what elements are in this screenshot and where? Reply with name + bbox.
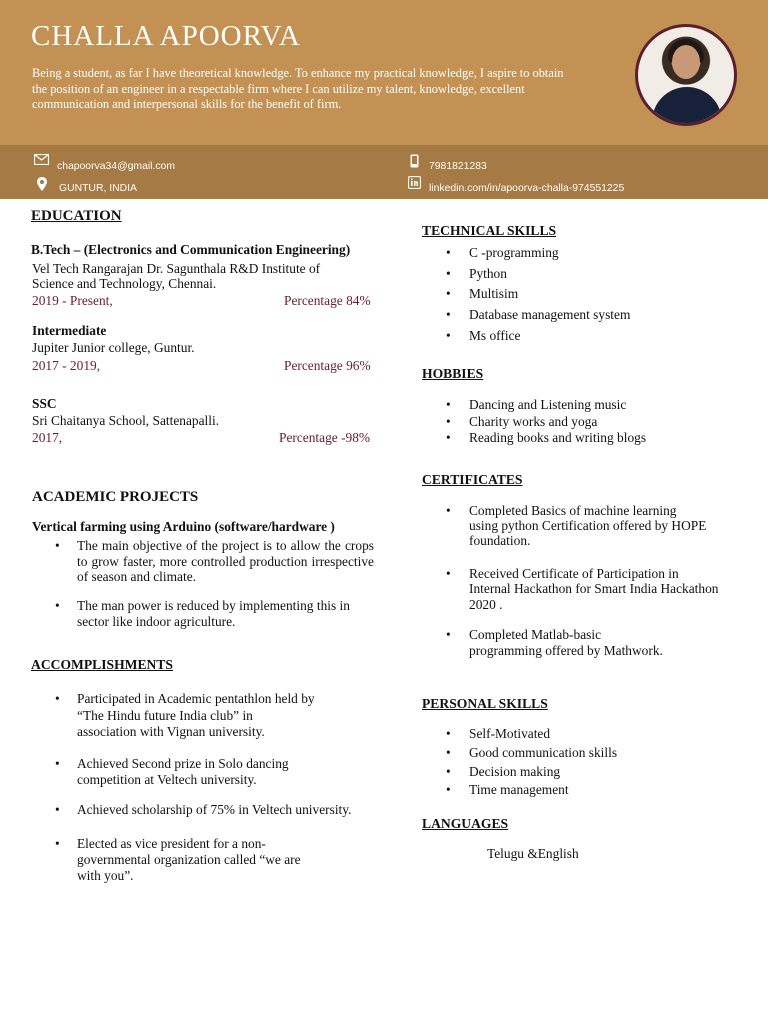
bullet: • — [446, 245, 451, 260]
ssc-years: 2017, — [32, 430, 63, 445]
email-text[interactable]: chapoorva34@gmail.com — [57, 161, 175, 172]
certificate-3-line1: Completed Matlab-basic — [469, 627, 602, 642]
certificate-1-line3: foundation. — [469, 533, 531, 548]
accomplishment-item-4-line3: with you”. — [77, 868, 134, 883]
ssc-title: SSC — [32, 396, 57, 411]
bullet: • — [446, 782, 451, 797]
bullet: • — [446, 266, 451, 281]
bullet: • — [446, 307, 451, 322]
linkedin-icon — [408, 176, 421, 189]
btech-school-line1: Vel Tech Rangarajan Dr. Sagunthala R&D Institute of — [32, 261, 321, 276]
email-icon — [34, 154, 49, 165]
certificate-2-line2: Internal Hackathon for Smart India Hackathon — [469, 581, 719, 596]
certificate-1-line1: Completed Basics of machine learning — [469, 503, 677, 518]
skill-item: C -programming — [469, 245, 559, 260]
accomplishment-item-1-line1: Participated in Academic pentathlon held by — [77, 691, 315, 706]
accomplishments-heading: ACCOMPLISHMENTS — [31, 657, 173, 672]
bullet: • — [55, 598, 60, 613]
skill-item: Multisim — [469, 286, 519, 301]
bullet: • — [446, 430, 451, 445]
phone-icon — [410, 154, 419, 168]
intermediate-school: Jupiter Junior college, Guntur. — [32, 340, 195, 355]
accomplishment-item-2-line1: Achieved Second prize in Solo dancing — [77, 756, 289, 771]
personal-skill-item: Self-Motivated — [469, 726, 551, 741]
intermediate-title: Intermediate — [32, 323, 107, 338]
accomplishment-item-1-line3: association with Vignan university. — [77, 724, 265, 739]
project-item: The man power is reduced by implementing this in sector like indoor agriculture. — [77, 598, 350, 629]
accomplishment-item-2-line2: competition at Veltech university. — [77, 772, 257, 787]
certificate-1-line2: using python Certification offered by HOPE — [469, 518, 707, 533]
bullet: • — [55, 691, 60, 706]
bullet: • — [446, 503, 451, 518]
intermediate-percentage: Percentage 96% — [284, 358, 371, 373]
skill-item: Python — [469, 266, 507, 281]
ssc-percentage: Percentage -98% — [279, 430, 371, 445]
skill-item: Database management system — [469, 307, 631, 322]
candidate-name: CHALLA APOORVA — [31, 20, 301, 52]
bullet: • — [446, 397, 451, 412]
personal-skill-item: Good communication skills — [469, 745, 618, 760]
profile-photo — [635, 24, 737, 126]
bullet: • — [55, 756, 60, 771]
certificate-2-line1: Received Certificate of Participation in — [469, 566, 679, 581]
ssc-school: Sri Chaitanya School, Sattenapalli. — [32, 413, 220, 428]
technical-skills-heading: TECHNICAL SKILLS — [422, 223, 557, 238]
bullet: • — [446, 764, 451, 779]
certificates-heading: CERTIFICATES — [422, 472, 523, 487]
hobby-item: Reading books and writing blogs — [469, 430, 647, 445]
location-pin-icon — [37, 177, 47, 191]
hobby-item: Dancing and Listening music — [469, 397, 627, 412]
education-heading: EDUCATION — [31, 208, 122, 224]
certificate-3-line2: programming offered by Mathwork. — [469, 643, 663, 658]
btech-title: B.Tech – (Electronics and Communication Engineering) — [31, 242, 351, 257]
bullet: • — [446, 745, 451, 760]
bullet: • — [446, 328, 451, 343]
personal-skill-item: Decision making — [469, 764, 561, 779]
personal-skill-item: Time management — [469, 782, 569, 797]
hobbies-heading: HOBBIES — [422, 366, 484, 381]
bullet: • — [446, 414, 451, 429]
certificate-2-line3: 2020 . — [469, 597, 503, 612]
location-text: GUNTUR, INDIA — [59, 183, 137, 194]
hobby-item: Charity works and yoga — [469, 414, 598, 429]
accomplishment-item-4-line2: governmental organization called “we are — [77, 852, 301, 867]
btech-years: 2019 - Present, — [32, 293, 113, 308]
skill-item: Ms office — [469, 328, 521, 343]
contact-bar — [0, 145, 768, 199]
bullet: • — [55, 538, 60, 553]
header-banner — [0, 0, 768, 145]
linkedin-text[interactable]: linkedin.com/in/apoorva-challa-974551225 — [429, 183, 625, 194]
personal-skills-heading: PERSONAL SKILLS — [422, 696, 548, 711]
project-item: The main objective of the project is to allow the crops to grow faster, more controlled production irrespective of season and climate. — [77, 538, 374, 584]
projects-heading: ACADEMIC PROJECTS — [32, 489, 199, 505]
languages-heading: LANGUAGES — [422, 816, 509, 831]
bullet: • — [446, 566, 451, 581]
phone-text[interactable]: 7981821283 — [429, 161, 487, 172]
accomplishment-item-3: Achieved scholarship of 75% in Veltech university. — [77, 802, 352, 817]
btech-school-line2: Science and Technology, Chennai. — [32, 276, 217, 291]
bullet: • — [446, 286, 451, 301]
accomplishment-item-1-line2: “The Hindu future India club” in — [77, 708, 253, 723]
btech-percentage: Percentage 84% — [284, 293, 371, 308]
languages-value: Telugu &English — [487, 846, 579, 861]
project-title: Vertical farming using Arduino (software/hardware ) — [32, 519, 335, 534]
intermediate-years: 2017 - 2019, — [32, 358, 101, 373]
accomplishment-item-4-line1: Elected as vice president for a non- — [77, 836, 266, 851]
bullet: • — [446, 726, 451, 741]
bullet: • — [55, 802, 60, 817]
bullet: • — [446, 627, 451, 642]
bullet: • — [55, 836, 60, 851]
career-objective: Being a student, as far I have theoretical knowledge. To enhance my practical knowledge, I aspire to obtain the position of an engineer in a respectable firm where I can utilize my talent, knowledge, excellent communication and interpersonal skills for the benefit of firm. — [32, 66, 564, 111]
